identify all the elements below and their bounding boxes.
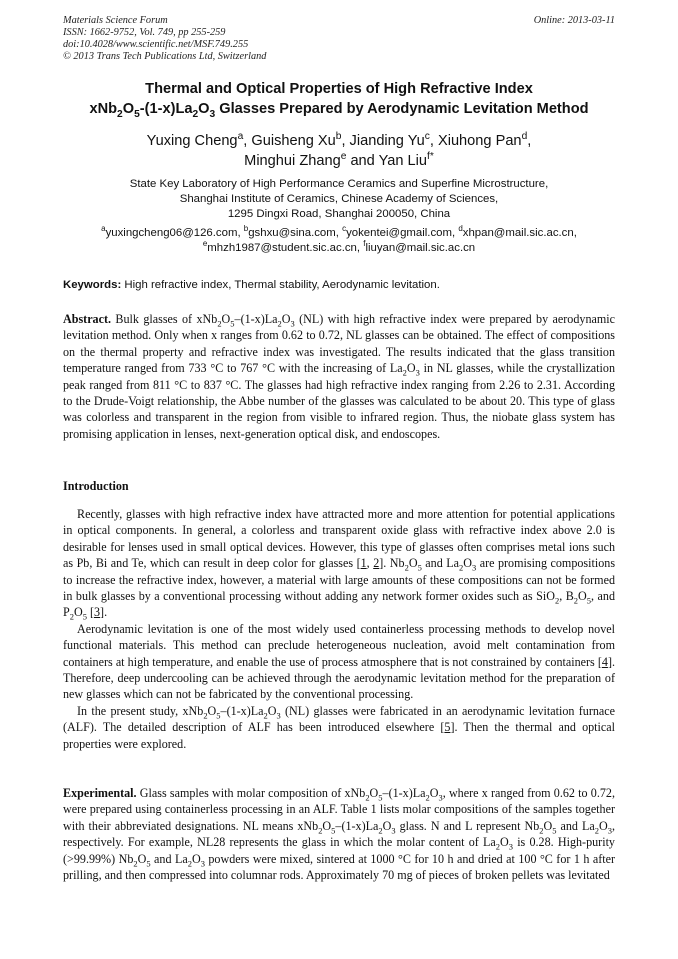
intro-paragraph: In the present study, $xNb_2O_5-(1-x)La_2O_3$ (NL) glasses were fabricated in an aerodynamic levitation furnace (ALF). The detailed description of ALF has been introduced elsewhere [5]. Then the thermal and optical properties were explored. xyxy=(63,703,616,751)
intro-paragraph: Aerodynamic levitation is one of the most widely used containerless processing methods to develop novel functional materials. This method can preclude heterogeneous nucleation, avoid melt contamination from containers at high temperature, and enable the use of process atmosphere that is not constrained by containers [4]. Therefore, deep undercooling can be achieved through the aerodynamic levitation method for the preparation of new glasses which can not be fabricated by the conventional processing. xyxy=(63,621,615,702)
citation-link[interactable]: 2 xyxy=(373,556,380,571)
journal-header xyxy=(63,15,615,63)
affiliation-line: 1295 Dingxi Road, Shanghai 200050, China xyxy=(227,208,451,220)
citation-link[interactable]: 5 xyxy=(444,720,451,735)
journal-doi[interactable]: doi:10.4028/www.scientific.net/MSF.749.255 xyxy=(63,39,249,50)
abstract-label: Abstract. xyxy=(63,312,112,326)
journal-copyright: © 2013 Trans Tech Publications Ltd, Switzerland xyxy=(63,51,267,62)
citation-link[interactable]: 4 xyxy=(601,654,608,669)
experimental-section: Experimental. Glass samples with molar composition of $xNb_2O_5-(1-x)La_2O_3$, where x ranged from 0.62 to 0.72, were prepared using containerless processing in an ALF. Table 1 lists molar compositions of the samples together with their abbreviated designations. NL means $xNb_2O_5-(1-x)La_2O_3$ glass. N and L represent $Nb_2O_5$ and $La_2O_3$, respectively. For example, NL28 represents the glass in which the molar content of $La_2O_3$ is 0.28. High-purity (>99.99%) $Nb_2O_5$ and $La_2O_3$ powders were mixed, sintered at 1000 °C for 10 h and dried at 100 °C for 1 h after prilling, and then compressed into columnar rods. Approximately 70 mg of pieces of broken pellets was levitated xyxy=(63,786,616,883)
online-date: Online: 2013-03-11 xyxy=(533,15,615,26)
introduction-body xyxy=(63,506,615,752)
citation-link[interactable]: 3 xyxy=(94,605,101,620)
affiliation-line: State Key Laboratory of High Performance Ceramics and Superfine Microstructure, xyxy=(129,178,549,190)
email-line-1[interactable]: $^a$yuxingcheng06@126.com, $^b$gshxu@sina.com, $^c$yokentei@gmail.com, $^d$xhpan@mail.sic.ac.cn, xyxy=(101,224,577,239)
author-line-2: Minghui Zhang$^e$ and Yan Liu$^{f*}$ xyxy=(244,151,434,169)
journal-issn: ISSN: 1662-9752, Vol. 749, pp 255-259 xyxy=(63,27,226,38)
citation-link[interactable]: 1 xyxy=(360,556,367,571)
title-line-1: Thermal and Optical Properties of High Refractive Index xyxy=(145,81,533,97)
affiliation xyxy=(40,177,638,222)
section-heading-introduction: Introduction xyxy=(63,479,129,493)
abstract: Abstract. Bulk glasses of $xNb_2O_5-(1-x)La_2O_3$ (NL) with high refractive index were prepared by aerodynamic levitation method. Only when x ranges from 0.62 to 0.72, NL glasses can be obtained. The effect of compositions on the thermal property and refractive index was investigated. The results indicated that the glass transition temperature ranged from 733 °C to 767 °C with the increasing of $La_2O_3$ in NL glasses, while the crystallization peak ranged from 811 °C to 837 °C. The glasses had high refractive index ranging from 2.26 to 2.31. According to the Drude-Voigt relationship, the Abbe number of the glasses was calculated to be about 20. This type of glass was colorless and transparent in the region from visible to infrared region. Thus, the niobate glass system has promising application in lenses, next-generation optical disk, and endoscopes. xyxy=(63,312,615,441)
author-emails xyxy=(40,226,638,256)
paper-title xyxy=(40,79,638,119)
author-list xyxy=(40,131,638,171)
title-line-2: $xNb_2O_5-(1-x)La_2O_3$ Glasses Prepared by Aerodynamic Levitation Method xyxy=(89,101,589,120)
experimental-label: Experimental. xyxy=(63,786,137,800)
keywords xyxy=(63,278,615,293)
author-line-1: Yuxing Cheng$^a$, Guisheng Xu$^b$, Jianding Yu$^c$, Xiuhong Pan$^d$, xyxy=(146,131,532,149)
journal-name: Materials Science Forum xyxy=(63,15,168,26)
intro-paragraph: Recently, glasses with high refractive index have attracted more and more attention for potential applications in optical components. In general, a colorless and transparent oxide glass with refractive index above 2.0 is desirable for lenses used in small optical devices. However, this type of glasses often comprises metal ions such as Pb, Bi and Te, which can result in deep color for glasses [1, 2]. $Nb_2O_5$ and $La_2O_3$ are promising compositions to increase the refractive index, however, a material with large amounts of these compositions can not be formed in bulk glasses by a conventional processing without adding any network former oxides such as SiO$_2$, $B_2O_5$, and $P_2O_5$ [3]. xyxy=(63,507,616,622)
keywords-text: High refractive index, Thermal stability, Aerodynamic levitation. xyxy=(121,279,440,291)
email-line-2[interactable]: $^e$mhzh1987@student.sic.ac.cn, $^f$liuyan@mail.sic.ac.cn xyxy=(202,239,476,254)
keywords-label: Keywords: xyxy=(63,279,122,291)
affiliation-line: Shanghai Institute of Ceramics, Chinese Academy of Sciences, xyxy=(179,193,499,205)
